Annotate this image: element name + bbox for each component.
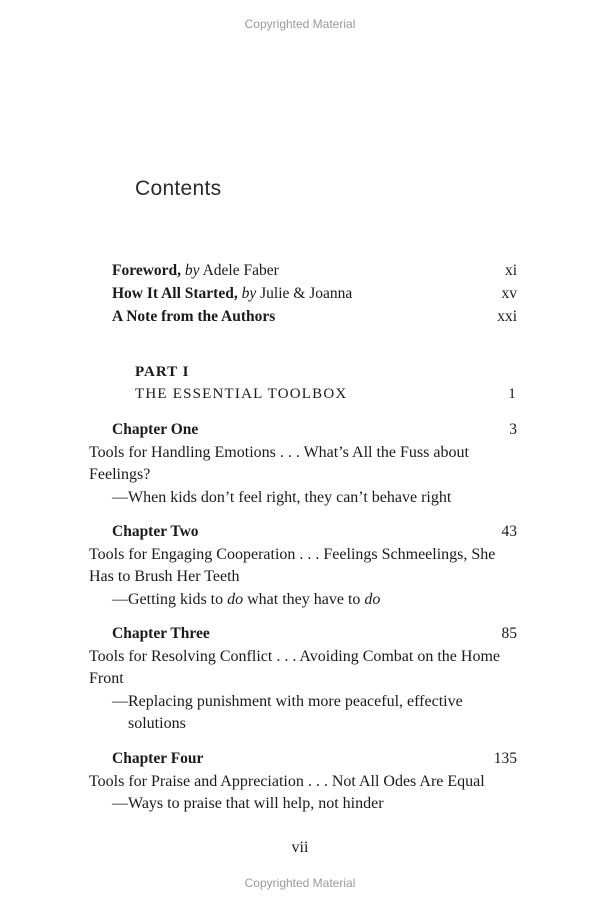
toc-chapter-one[interactable] (89, 419, 517, 509)
chapter-name: Chapter One (112, 421, 199, 438)
toc-chapter-four[interactable] (89, 748, 517, 816)
chapter-page: 85 (501, 625, 517, 642)
toc-entry-note-from-authors[interactable] (112, 308, 517, 331)
page-number: vii (291, 839, 309, 856)
chapter-subtitle: —Getting kids to do what they have to do (112, 590, 381, 608)
toc-entry-how-it-all-started[interactable] (112, 285, 517, 308)
part-page: 1 (508, 386, 517, 402)
chapter-name: Chapter Two (112, 523, 199, 540)
entry-title: Foreword, by Adele Faber (112, 262, 279, 279)
chapter-description: Tools for Resolving Conflict . . . Avoiding Combat on the Home Front (89, 647, 500, 687)
entry-page: xxi (497, 308, 517, 325)
part-heading[interactable] (135, 364, 517, 409)
watermark-bottom: Copyrighted Material (244, 876, 356, 890)
page-title: Contents (135, 177, 222, 200)
entry-page: xv (501, 285, 517, 302)
entry-page: xi (504, 262, 517, 279)
chapter-subtitle: —When kids don’t feel right, they can’t behave right (112, 488, 452, 506)
part-title: THE ESSENTIAL TOOLBOX (135, 386, 348, 402)
chapter-page: 3 (509, 421, 517, 438)
part-label: PART I (135, 364, 190, 380)
chapter-name: Chapter Three (112, 625, 210, 642)
chapter-page: 43 (501, 523, 517, 540)
entry-title: How It All Started, by Julie & Joanna (112, 285, 353, 302)
toc-entry-foreword[interactable] (112, 262, 517, 285)
chapter-subtitle: —Ways to praise that will help, not hinder (112, 795, 384, 812)
chapter-description: Tools for Praise and Appreciation . . . Not All Odes Are Equal (89, 772, 485, 790)
chapter-name: Chapter Four (112, 750, 204, 767)
chapter-subtitle: —Replacing punishment with more peaceful, effective solutions (112, 692, 463, 732)
chapter-description: Tools for Engaging Cooperation . . . Feelings Schmeelings, She Has to Brush Her Teeth (89, 545, 496, 585)
front-matter-list (112, 262, 517, 331)
toc-chapter-two[interactable] (89, 521, 517, 611)
watermark-top: Copyrighted Material (244, 17, 356, 31)
chapter-description: Tools for Handling Emotions . . . What’s All the Fuss about Feelings? (89, 443, 469, 483)
chapter-page: 135 (493, 750, 517, 767)
entry-title: A Note from the Authors (112, 308, 276, 325)
toc-chapter-three[interactable] (89, 623, 517, 736)
